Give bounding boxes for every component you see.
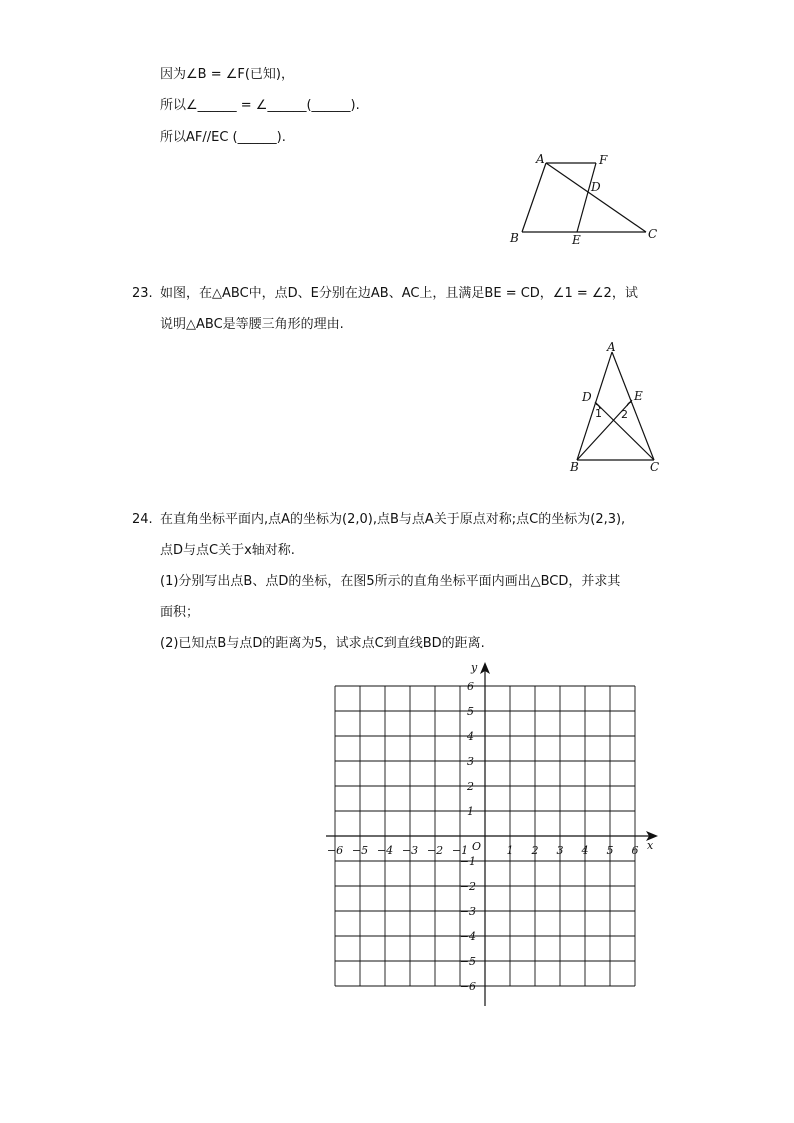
x-tick-label: 1 [506, 844, 514, 857]
text-line-given: 因为∠B = ∠F(已知)， [160, 67, 295, 82]
q24-line1: 在直角坐标平面内,点A的坐标为(2,0),点B与点A关于原点对称;点C的坐标为(2,3), [160, 512, 626, 527]
label-e: E [572, 233, 581, 247]
y-tick-label: −1 [459, 855, 476, 868]
label-angle-1: 1 [595, 407, 602, 420]
x-tick-label: −2 [426, 844, 444, 857]
y-tick-label: −6 [459, 980, 476, 993]
y-tick-label: 2 [467, 780, 474, 793]
y-tick-label: −4 [459, 930, 476, 943]
label-b: B [570, 460, 579, 474]
q23-line2: 说明△ABC是等腰三角形的理由. [160, 317, 344, 332]
y-tick-label: 4 [467, 730, 474, 743]
q24-line5: (2)已知点B与点D的距离为5，试求点C到直线BD的距离. [160, 636, 485, 651]
question-number-23: 23. [132, 286, 153, 301]
x-tick-label: −5 [351, 844, 369, 857]
x-tick-label: 4 [581, 844, 589, 857]
label-b: B [510, 231, 519, 245]
y-tick-label: 6 [467, 680, 474, 693]
y-tick-label: −3 [459, 905, 476, 918]
q24-line3: (1)分别写出点B、点D的坐标，在图5所示的直角坐标平面内画出△BCD，并求其 [160, 574, 621, 589]
label-d: D [582, 390, 592, 404]
x-tick-label: 6 [631, 844, 639, 857]
label-e: E [634, 389, 643, 403]
q23-line1: 如图，在△ABC中，点D、E分别在边AB、AC上，且满足BE = CD，∠1 = ∠2，试 [160, 286, 638, 301]
question-number-24: 24. [132, 512, 153, 527]
x-tick-label: 2 [531, 844, 539, 857]
x-tick-label: −4 [376, 844, 394, 857]
x-tick-label: −6 [326, 844, 344, 857]
q24-line2: 点D与点C关于x轴对称. [160, 543, 295, 558]
x-tick-label: 3 [556, 844, 564, 857]
y-tick-label: −2 [459, 880, 476, 893]
q24-line4: 面积； [160, 605, 200, 620]
y-tick-label: −5 [459, 955, 476, 968]
label-c: C [650, 460, 660, 474]
y-tick-label: 3 [467, 755, 474, 768]
label-d: D [591, 180, 601, 194]
label-c: C [648, 227, 658, 241]
x-axis-label: x [647, 839, 654, 852]
label-f: F [599, 153, 608, 167]
text-line-so-parallel: 所以AF//EC (______). [160, 130, 286, 145]
x-tick-label: 5 [606, 844, 614, 857]
origin-label: O [472, 840, 482, 853]
y-tick-label: 1 [467, 805, 474, 818]
x-tick-label: −3 [401, 844, 419, 857]
label-angle-2: 2 [621, 408, 628, 421]
label-a: A [607, 340, 616, 354]
x-tick-label: −1 [451, 844, 469, 857]
y-axis-label: y [471, 661, 478, 674]
label-a: A [536, 152, 545, 166]
y-tick-label: 5 [467, 705, 474, 718]
text-line-so-angle: 所以∠______ = ∠______(______). [160, 98, 360, 113]
